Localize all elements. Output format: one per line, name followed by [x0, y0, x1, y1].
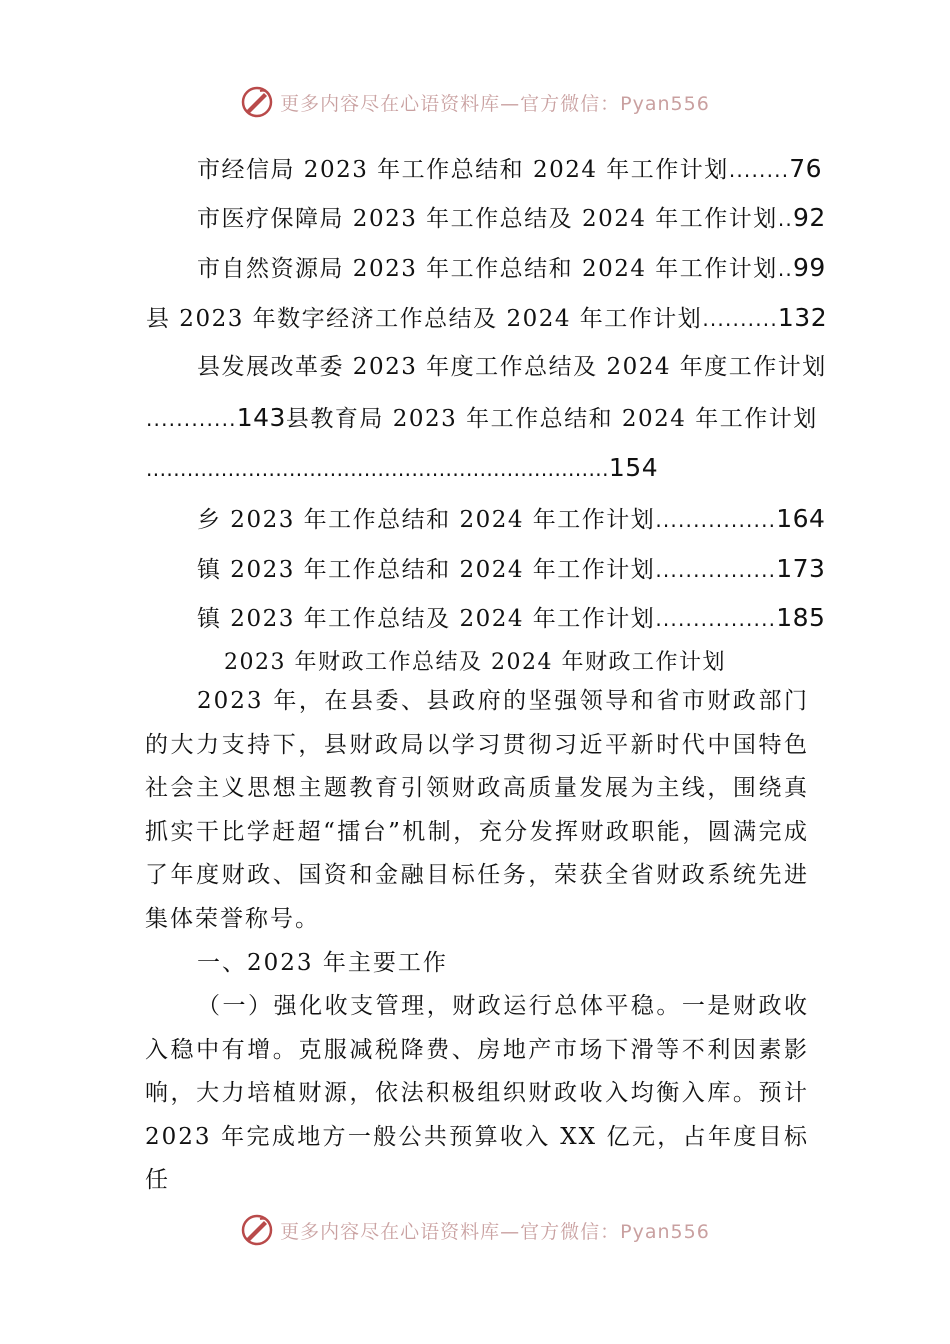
section-heading: 一、2023 年主要工作: [197, 950, 448, 976]
toc-dots: ................: [655, 558, 777, 582]
toc-title: 镇 2023 年工作总结及 2024 年工作计划: [197, 606, 656, 632]
toc-page: 143: [236, 403, 286, 432]
toc-entry[interactable]: [146, 305, 827, 331]
toc-dots: ..: [777, 257, 793, 281]
toc-entry[interactable]: [197, 205, 826, 231]
intro-paragraph: 2023 年，在县委、县政府的坚强领导和省市财政部门的大力支持下，县财政局以学习贯彻习近平新时代中国特色社会主义思想主题教育引领财政高质量发展为主线，围绕真抓实干比学赶超“擂台”机制，充分发挥财政职能，圆满完成了年度财政、国资和金融目标任务，荣获全省财政系统先进集体荣誉称号。: [145, 688, 809, 932]
toc-dots: ..........: [702, 307, 778, 331]
toc-title: 市自然资源局 2023 年工作总结和 2024 年工作计划: [197, 256, 778, 282]
toc-page: 185: [776, 603, 826, 632]
toc-entry[interactable]: [197, 506, 825, 532]
toc-dots: ............: [146, 407, 237, 431]
toc-page: 92: [792, 203, 826, 232]
toc-dots: ................: [655, 607, 777, 631]
toc-dots: ....................................................................: [146, 457, 609, 481]
body-paragraph: （一）强化收支管理，财政运行总体平稳。一是财政收入稳中有增。克服减税降费、房地产市场下滑等不利因素影响，大力培植财源，依法积极组织财政收入均衡入库。预计 2023 年完成地方一般公共预算收入 XX 亿元，占年度目标任: [145, 993, 809, 1193]
pen-circle-logo-icon: [240, 85, 274, 119]
toc-entry[interactable]: [197, 605, 825, 631]
toc-entry[interactable]: [197, 156, 822, 182]
toc-title: 市医疗保障局 2023 年工作总结及 2024 年工作计划: [197, 206, 778, 232]
toc-page: 164: [776, 504, 826, 533]
toc-dots: ................: [655, 508, 777, 532]
toc-entry[interactable]: [146, 405, 818, 431]
watermark-banner-bottom: [0, 1210, 950, 1250]
toc-title: 县 2023 年数字经济工作总结及 2024 年工作计划: [146, 306, 703, 332]
toc-entry[interactable]: [146, 455, 658, 481]
pen-circle-logo-icon: [240, 1213, 274, 1247]
toc-title: 市经信局 2023 年工作总结和 2024 年工作计划: [197, 157, 729, 183]
toc-page: 173: [776, 554, 826, 583]
toc-entry[interactable]: [197, 255, 826, 281]
toc-title: 县发展改革委 2023 年度工作总结及 2024 年度工作计划: [197, 354, 827, 380]
toc-page: 99: [792, 253, 826, 282]
document-title: 2023 年财政工作总结及 2024 年财政工作计划: [224, 650, 726, 675]
toc-dots: ..: [777, 207, 793, 231]
watermark-text: 更多内容尽在心语资料库—官方微信：Pyan556: [280, 1220, 710, 1243]
toc-title: 镇 2023 年工作总结和 2024 年工作计划: [197, 557, 656, 583]
toc-page: 154: [608, 453, 659, 482]
watermark-banner-top: [0, 82, 950, 122]
toc-entry[interactable]: [197, 356, 827, 379]
toc-title: 县教育局 2023 年工作总结和 2024 年工作计划: [285, 406, 818, 432]
toc-entry[interactable]: [197, 556, 825, 582]
toc-page: 76: [789, 154, 823, 183]
toc-page: 132: [777, 303, 828, 332]
toc-dots: ........: [728, 158, 790, 182]
watermark-text: 更多内容尽在心语资料库—官方微信：Pyan556: [280, 92, 710, 115]
toc-title: 乡 2023 年工作总结和 2024 年工作计划: [197, 507, 656, 533]
